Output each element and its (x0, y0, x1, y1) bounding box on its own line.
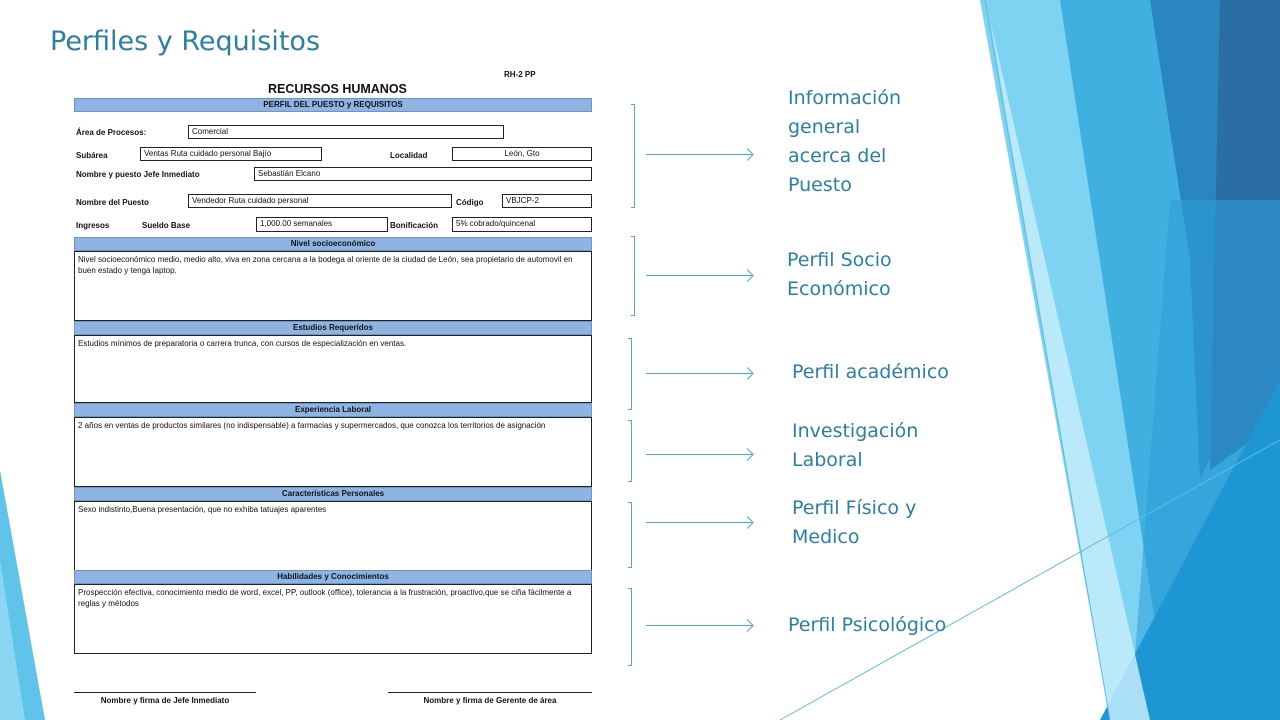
bracket-fisico (628, 502, 632, 568)
bracket-info-general (631, 104, 635, 208)
area-label: Área de Procesos: (76, 128, 147, 137)
estudios-bar: Estudios Requeridos (74, 321, 592, 335)
habilidades-text: Prospección efectiva, conocimiento medio de word, excel, PP, outlook (office), tolerancia a la frustración, proactivo,que se ciña fácilmente a reglas y métodos (74, 584, 592, 654)
firma-gerente: Nombre y firma de Gerente de área (388, 692, 592, 705)
label-academico: Perfil académico (792, 361, 949, 383)
ingresos-label: Ingresos (76, 221, 110, 230)
caracteristicas-bar: Características Personales (74, 487, 592, 501)
form-code: RH-2 PP (504, 70, 536, 79)
arrow-psicologico (646, 625, 752, 626)
nivel-bar: Nivel socioeconómico (74, 237, 592, 251)
bonificacion-value: 5% cobrado/quincenal (452, 217, 592, 232)
bonificacion-label: Bonificación (390, 221, 439, 230)
subarea-value: Ventas Ruta cuidado personal Bajío (140, 147, 322, 161)
arrow-info-general (646, 154, 752, 155)
caracteristicas-text: Sexo indistinto,Buena presentación, que no exhiba tatuajes aparentes (74, 501, 592, 571)
form-heading: RECURSOS HUMANOS (268, 82, 407, 96)
area-value: Comercial (188, 125, 504, 139)
slide-title: Perfiles y Requisitos (50, 26, 321, 57)
bracket-laboral (628, 420, 632, 482)
label-laboral: Investigación Laboral (792, 420, 919, 471)
label-fisico: Perfil Físico y Medico (792, 497, 917, 548)
jefe-value: Sebastián Elcano (254, 167, 592, 181)
habilidades-bar: Habilidades y Conocimientos (74, 570, 592, 584)
sueldo-value: 1,000.00 semanales (256, 217, 388, 232)
estudios-text: Estudios mínimos de preparatoria o carrera trunca, con cursos de especialización en ventas. (74, 335, 592, 403)
subarea-label: Subárea (76, 151, 108, 160)
label-info-general: Información general acerca del Puesto (788, 87, 901, 196)
main-bar: PERFIL DEL PUESTO y REQUISITOS (74, 98, 592, 112)
codigo-value: VBJCP-2 (502, 194, 592, 208)
hr-form (72, 70, 597, 720)
puesto-label: Nombre del Puesto (76, 198, 149, 207)
arrow-academico (646, 373, 752, 374)
experiencia-text: 2 años en ventas de productos similares (no indispensable) a farmacias y supermercados, que conozca los territorios de asignación (74, 417, 592, 487)
jefe-label: Nombre y puesto Jefe Inmediato (76, 170, 200, 179)
arrow-laboral (646, 454, 752, 455)
nivel-text: Nivel socioeconómico medio, medio alto, viva en zona cercana a la bodega al oriente de la ciudad de León, sea propietario de automovil en buen estado y tenga laptop. (74, 251, 592, 321)
arrow-fisico (646, 522, 752, 523)
bracket-socio (631, 236, 635, 316)
localidad-label: Localidad (390, 151, 428, 160)
puesto-value: Vendedor Ruta cuidado personal (188, 194, 452, 208)
sueldo-label: Sueldo Base (142, 221, 191, 230)
bracket-academico (628, 338, 632, 410)
firma-jefe: Nombre y firma de Jefe Inmediato (74, 692, 256, 705)
experiencia-bar: Experiencia Laboral (74, 403, 592, 417)
arrow-socio (646, 275, 752, 276)
codigo-label: Código (456, 198, 484, 207)
bracket-psicologico (628, 588, 632, 666)
label-socio: Perfil Socio Económico (787, 249, 892, 300)
label-psicologico: Perfil Psicológico (788, 614, 947, 636)
localidad-value: León, Gto (452, 147, 592, 161)
